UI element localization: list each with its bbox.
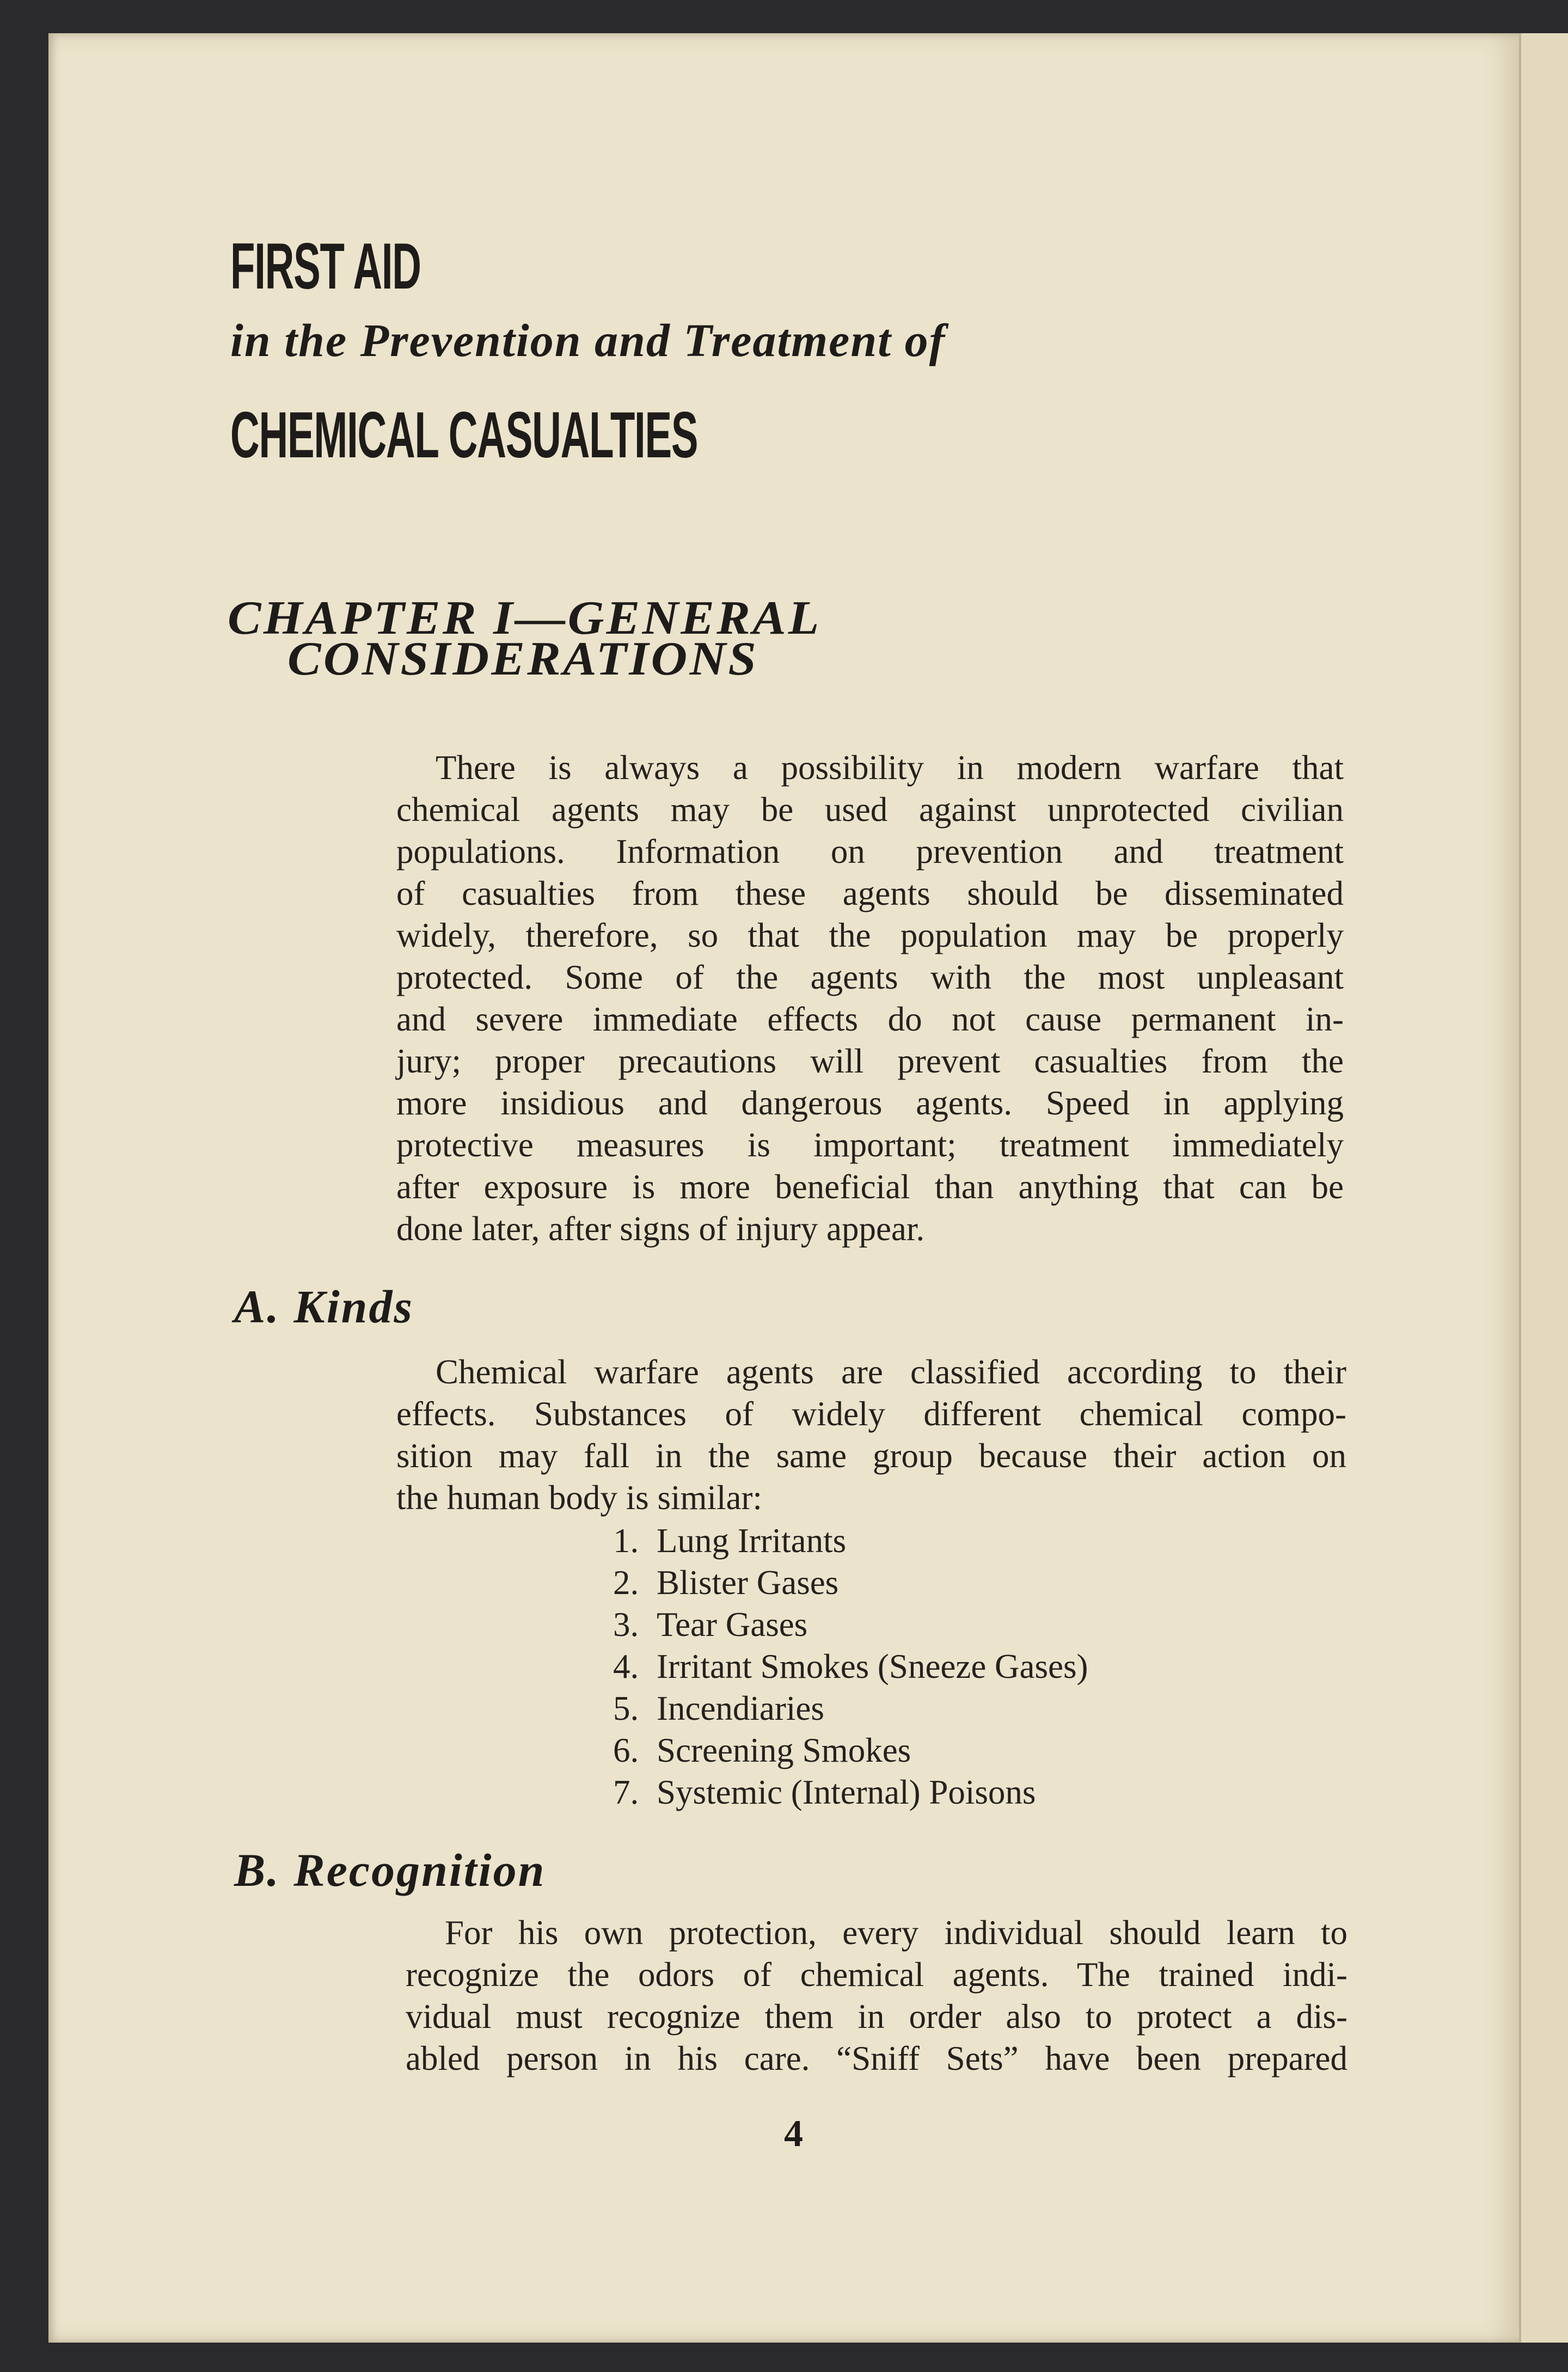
text-line: populations. Information on prevention and treatment: [396, 832, 1344, 871]
text-line: protective measures is important; treatment immediately: [396, 1126, 1344, 1164]
list-number: 3.: [613, 1605, 639, 1644]
list-text: Systemic (Internal) Poisons: [657, 1773, 1036, 1811]
title-chemical-casualties: CHEMICAL CASUALTIES: [230, 399, 698, 471]
list-item: [613, 1604, 807, 1646]
list-text: Lung Irritants: [657, 1522, 847, 1560]
list-number: 2.: [613, 1564, 639, 1602]
list-item: [613, 1730, 911, 1772]
text-line: widely, therefore, so that the population may be properly: [396, 916, 1344, 954]
text-line: after exposure is more beneficial than anything that can be: [396, 1168, 1344, 1206]
chapter-heading-line1: CHAPTER I—GENERAL: [228, 592, 822, 645]
text-line: chemical agents may be used against unprotected civilian: [396, 790, 1344, 829]
list-item: [613, 1562, 838, 1604]
text-line: jury; proper precautions will prevent casualties from the: [396, 1042, 1344, 1080]
text-line: more insidious and dangerous agents. Speed in applying: [396, 1084, 1344, 1122]
section-a-heading: A. Kinds: [234, 1280, 414, 1333]
next-page-edge: [1519, 33, 1568, 2343]
text-line: protected. Some of the agents with the most unpleasant: [396, 958, 1344, 996]
list-number: 1.: [613, 1522, 639, 1560]
list-text: Screening Smokes: [657, 1731, 911, 1769]
text-line: the human body is similar:: [396, 1479, 762, 1517]
list-number: 6.: [613, 1731, 639, 1769]
text-line: Chemical warfare agents are classified according to their: [436, 1353, 1346, 1391]
page-number: 4: [784, 2113, 803, 2155]
list-text: Tear Gases: [657, 1605, 808, 1644]
chapter-heading-line2: CONSIDERATIONS: [287, 633, 759, 685]
section-b-heading: B. Recognition: [234, 1844, 546, 1896]
list-text: Irritant Smokes (Sneeze Gases): [657, 1647, 1088, 1685]
text-line: of casualties from these agents should be disseminated: [396, 874, 1344, 912]
list-item: [613, 1520, 846, 1562]
list-number: 5.: [613, 1689, 639, 1727]
text-line: effects. Substances of widely different chemical compo-: [396, 1395, 1346, 1433]
text-line: abled person in his care. “Sniff Sets” have been prepared: [406, 2039, 1347, 2077]
text-line: sition may fall in the same group because their action on: [396, 1437, 1346, 1475]
list-text: Blister Gases: [657, 1564, 839, 1602]
list-number: 4.: [613, 1647, 639, 1685]
text-line: There is always a possibility in modern warfare that: [436, 749, 1344, 787]
text-line: vidual must recognize them in order also to protect a dis-: [406, 1997, 1347, 2036]
list-text: Incendiaries: [657, 1689, 824, 1727]
title-subtitle: in the Prevention and Treatment of: [230, 314, 946, 366]
title-first-aid: FIRST AID: [230, 230, 421, 303]
list-item: [613, 1688, 824, 1730]
text-line: recognize the odors of chemical agents. The trained indi-: [406, 1956, 1347, 1994]
text-line: and severe immediate effects do not cause permanent in-: [396, 1000, 1344, 1038]
list-item: [613, 1646, 1088, 1688]
list-item: [613, 1772, 1036, 1813]
list-number: 7.: [613, 1773, 639, 1811]
text-line: For his own protection, every individual should learn to: [445, 1914, 1347, 1952]
text-line: done later, after signs of injury appear.: [396, 1210, 925, 1248]
